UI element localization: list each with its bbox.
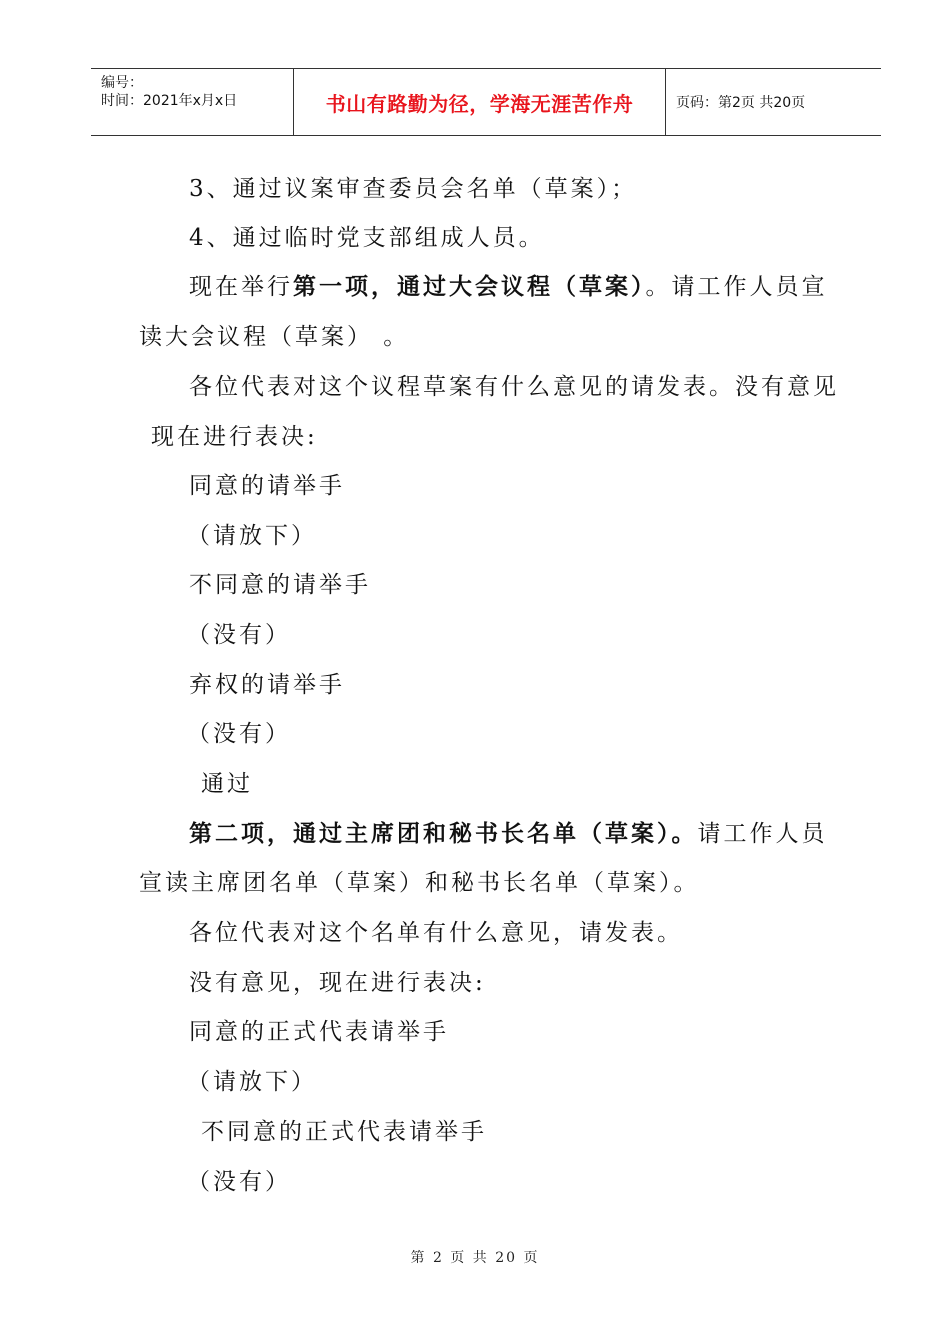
vote-line: 不同意的正式代表请举手 [201,1119,487,1145]
text-line: 3、通过议案审查委员会名单（草案）； [189,176,638,202]
discussion-line: 现在进行表决: [151,424,318,450]
vote-line: （没有） [187,1169,291,1195]
number-label: 编号： [101,75,143,91]
discussion-line: 各位代表对这个名单有什么意见，请发表。 [189,920,683,946]
item-two-suffix: 请工作人员 [697,821,828,847]
item-one-continuation: 读大会议程（草案） 。 [139,324,410,350]
motto: 书山有路勤为径，学海无涯苦作舟 [325,91,634,116]
item-one-line [189,274,828,300]
item-one-title: 第一项，通过大会议程（草案） [293,273,646,300]
page-footer: 第 2 页 共 20 页 [410,1250,540,1266]
header-page-cell [666,69,881,135]
vote-line: 同意的请举手 [189,473,345,499]
vote-result: 通过 [201,771,253,797]
header-motto-cell [293,69,666,135]
text-line: 4、通过临时党支部组成人员。 [189,225,545,251]
vote-line: 弃权的请举手 [189,672,345,698]
item-two-title: 第二项，通过主席团和秘书长名单（草案）。 [189,820,698,847]
vote-line: （请放下） [187,523,317,549]
discussion-line: 没有意见，现在进行表决: [189,970,486,996]
item-two-line [189,821,828,847]
header-meta-cell [91,69,293,135]
item-one-suffix: 。请工作人员宣 [645,274,828,300]
vote-line: （没有） [187,721,291,747]
item-one-prefix: 现在举行 [189,274,293,300]
vote-line: 同意的正式代表请举手 [189,1019,449,1045]
discussion-line: 各位代表对这个议程草案有什么意见的请发表。没有意见 [189,374,839,400]
item-two-continuation: 宣读主席团名单（草案）和秘书长名单（草案）。 [139,870,700,896]
page-header [91,68,881,136]
time-label: 时间：2021年x月x日 [101,93,238,109]
header-page-info: 页码：第2页 共20页 [676,95,806,111]
vote-line: 不同意的请举手 [189,572,371,598]
vote-line: （没有） [187,622,291,648]
vote-line: （请放下） [187,1069,317,1095]
